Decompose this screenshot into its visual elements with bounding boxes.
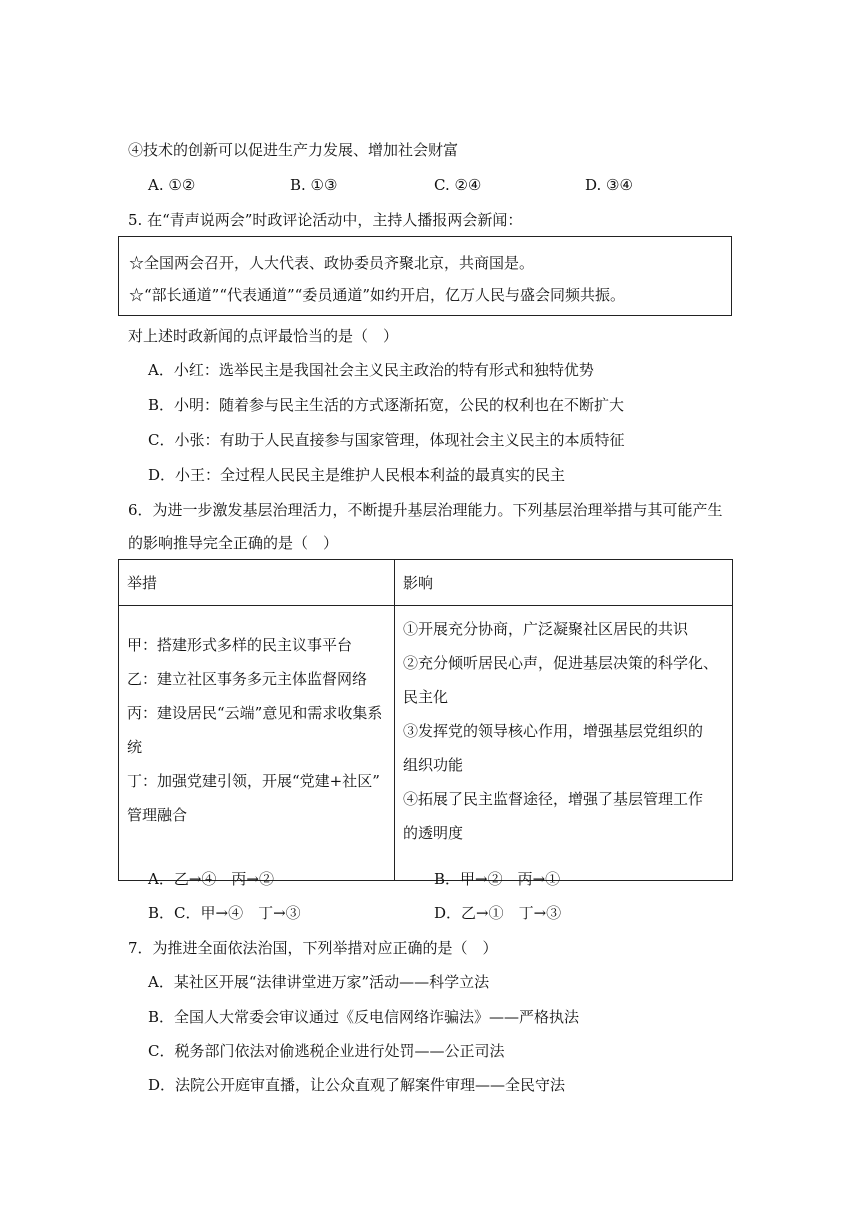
- q6-table-header-measure: 举措: [119, 560, 395, 606]
- q6-impact-2: ②充分倾听居民心声，促进基层决策的科学化、: [403, 654, 719, 672]
- q5-stem: 5. 在“青声说两会”时政评论活动中，主持人播报两会新闻：: [128, 211, 523, 229]
- q6-measure-jia: 甲：搭建形式多样的民主议事平台: [127, 636, 353, 654]
- q6-stem-line-2: 的影响推导完全正确的是（ ）: [128, 534, 339, 552]
- q6-measure-ding: 丁：加强党建引领，开展“党建+社区”: [127, 772, 380, 790]
- q5-option-b: B．小明：随着参与民主生活的方式逐渐拓宽，公民的权利也在不断扩大: [148, 396, 625, 414]
- q4-item-4: ④技术的创新可以促进生产力发展、增加社会财富: [128, 141, 459, 159]
- q6-impact-2-cont: 民主化: [403, 688, 449, 706]
- q6-table-impacts-cell: [395, 606, 733, 881]
- q7-option-a: A．某社区开展“法律讲堂进万家”活动——科学立法: [148, 973, 490, 991]
- q6-impact-4-cont: 的透明度: [403, 824, 464, 842]
- q6-option-d: D．乙→① 丁→③: [434, 904, 562, 922]
- q6-option-a: A．乙→④ 丙→②: [148, 870, 274, 888]
- q7-option-b: B．全国人大常委会审议通过《反电信网络诈骗法》——严格执法: [148, 1008, 580, 1026]
- q6-measure-bing: 丙：建设居民“云端”意见和需求收集系: [127, 704, 383, 722]
- q6-measure-ding-cont: 管理融合: [127, 806, 188, 824]
- q5-option-a: A．小红：选举民主是我国社会主义民主政治的特有形式和独特优势: [148, 361, 594, 379]
- q6-measure-bing-cont: 统: [127, 738, 143, 756]
- q5-option-c: C．小张：有助于人民直接参与国家管理，体现社会主义民主的本质特征: [148, 431, 625, 449]
- q6-table-measures-cell: [119, 606, 395, 881]
- q6-table: [118, 559, 733, 881]
- q6-impact-3-cont: 组织功能: [403, 756, 464, 774]
- q5-news-line-1: ☆全国两会召开，人大代表、政协委员齐聚北京，共商国是。: [129, 254, 535, 272]
- q4-option-d: D. ③④: [585, 176, 633, 194]
- q4-option-a: A. ①②: [148, 176, 196, 194]
- q4-option-b: B. ①③: [290, 176, 338, 194]
- q6-impact-1: ①开展充分协商，广泛凝聚社区居民的共识: [403, 620, 689, 638]
- q6-stem-line-1: 6．为进一步激发基层治理活力，不断提升基层治理能力。下列基层治理举措与其可能产生: [128, 501, 723, 519]
- q6-impact-3: ③发挥党的领导核心作用，增强基层党组织的: [403, 722, 704, 740]
- q7-option-c: C．税务部门依法对偷逃税企业进行处罚——公正司法: [148, 1042, 505, 1060]
- q5-option-d: D．小王：全过程人民民主是维护人民根本利益的最真实的民主: [148, 466, 566, 484]
- q6-impact-4: ④拓展了民主监督途径，增强了基层管理工作: [403, 790, 704, 808]
- q6-measure-yi: 乙：建立社区事务多元主体监督网络: [127, 670, 368, 688]
- q7-stem: 7．为推进全面依法治国，下列举措对应正确的是（ ）: [128, 939, 498, 957]
- q5-question: 对上述时政新闻的点评最恰当的是（ ）: [128, 327, 399, 345]
- q5-news-box: [118, 236, 732, 316]
- q6-option-b: B．甲→② 丙→①: [434, 870, 561, 888]
- q5-news-line-2: ☆“部长通道”“代表通道”“委员通道”如约开启，亿万人民与盛会同频共振。: [129, 286, 626, 304]
- q4-option-c: C. ②④: [434, 176, 482, 194]
- q6-option-c: B．C．甲→④ 丁→③: [148, 904, 301, 922]
- q6-table-header-impact: 影响: [395, 560, 733, 606]
- q7-option-d: D．法院公开庭审直播，让公众直观了解案件审理——全民守法: [148, 1076, 566, 1094]
